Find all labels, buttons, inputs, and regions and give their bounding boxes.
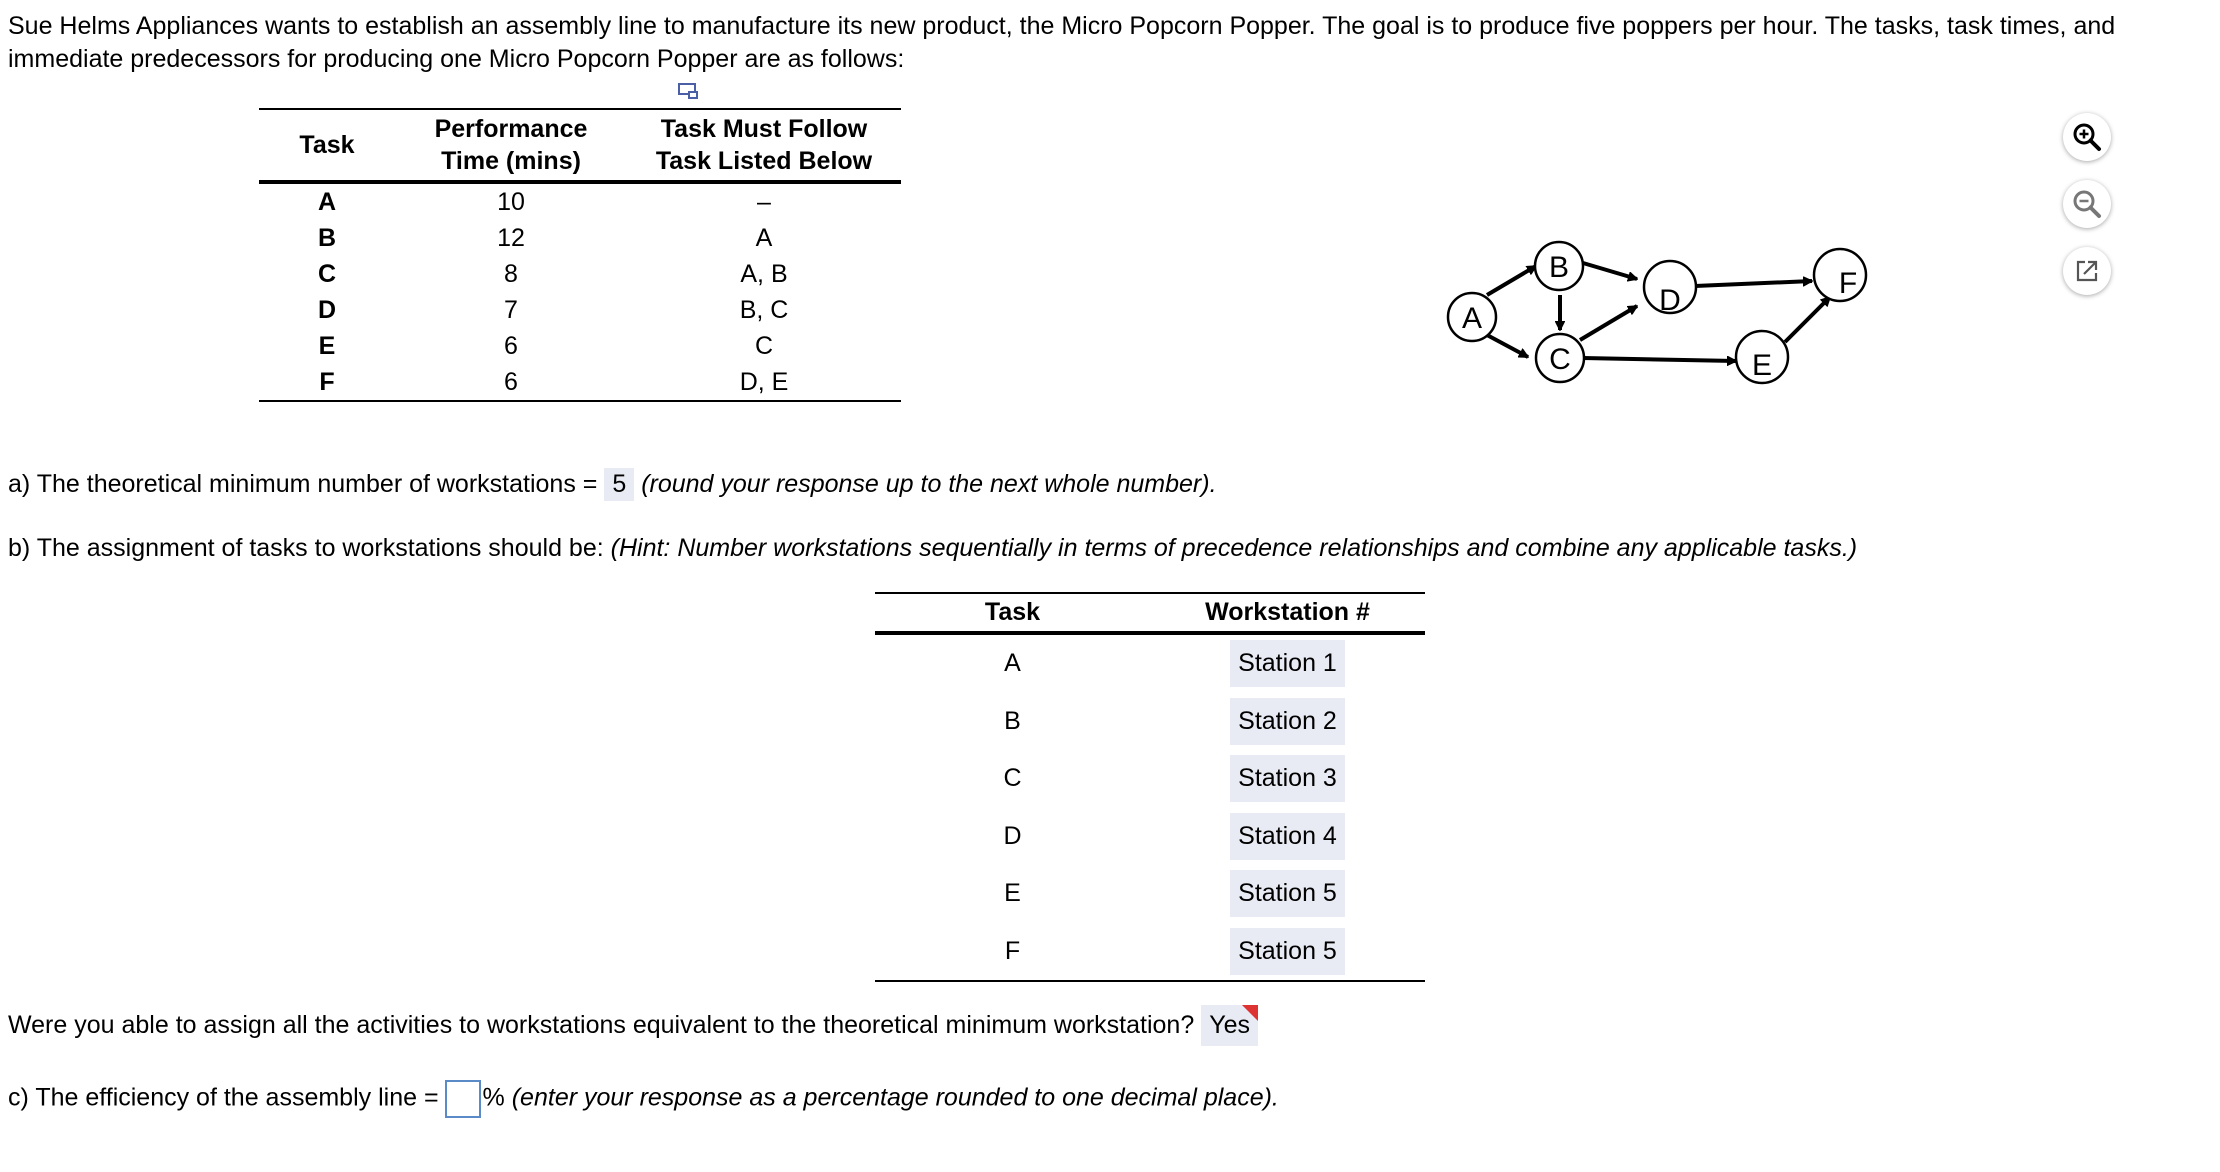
table-row: A 10 – [317, 187, 771, 216]
yes-answer[interactable]: Yes [1201, 1005, 1258, 1046]
station-select[interactable]: Station 1 [1230, 640, 1345, 687]
part-a-question: a) The theoretical minimum number of workstations = 5 (round your response up to the next whole number). [8, 468, 1217, 501]
incorrect-flag-icon [1242, 1005, 1258, 1021]
table-row: F Station 5 [875, 923, 1425, 982]
efficiency-input[interactable] [445, 1080, 481, 1118]
station-select[interactable]: Station 2 [1230, 698, 1345, 745]
edge-e-f [1785, 297, 1830, 342]
table-row: E 6 C [318, 331, 774, 360]
predecessor-header: Task Must Follow Task Listed Below [655, 115, 873, 175]
assignment-table [875, 592, 1425, 982]
node-label: F [1838, 267, 1858, 300]
task-table [259, 108, 901, 402]
workstations-answer[interactable]: 5 [604, 468, 634, 501]
table-row: D 7 B, C [317, 295, 789, 324]
station-select[interactable]: Station 5 [1230, 928, 1345, 975]
node-label: E [1751, 349, 1773, 382]
table-row: B 12 A [317, 223, 773, 252]
edge-d-f [1695, 281, 1812, 286]
zoom-in-icon[interactable] [2063, 113, 2111, 161]
table-row: C Station 3 [875, 750, 1425, 808]
time-header: Performance Time (mins) [434, 115, 588, 175]
table-row: C 8 A, B [317, 259, 788, 288]
part-b-question: b) The assignment of tasks to workstations should be: (Hint: Number workstations sequentially in terms of precedence relationships and combine any applicable tasks.) [8, 534, 1858, 562]
node-label: A [1461, 302, 1483, 335]
precedence-diagram [1430, 225, 1910, 400]
node-label: B [1548, 251, 1570, 284]
assign-task-header: Task [984, 598, 1041, 626]
table-row: E Station 5 [875, 865, 1425, 923]
copy-icon[interactable] [677, 80, 701, 109]
station-select[interactable]: Station 4 [1230, 813, 1345, 860]
node-label: D [1659, 284, 1681, 317]
external-link-icon[interactable] [2063, 247, 2111, 295]
station-select[interactable]: Station 3 [1230, 755, 1345, 802]
part-c-question: c) The efficiency of the assembly line = % (enter your response as a percentage rounded to one decimal place). [8, 1080, 1279, 1118]
station-select[interactable]: Station 5 [1230, 870, 1345, 917]
edge-a-b [1487, 266, 1536, 295]
table-row: D Station 4 [875, 808, 1425, 866]
table-row: B Station 2 [875, 693, 1425, 751]
edge-b-d [1583, 263, 1637, 279]
edge-c-d [1580, 306, 1637, 340]
workstation-header: Workstation # [1205, 598, 1370, 626]
edge-a-c [1487, 335, 1528, 357]
edge-c-e [1583, 358, 1736, 361]
task-header: Task [299, 130, 355, 159]
zoom-out-icon[interactable] [2063, 180, 2111, 228]
node-label: C [1549, 343, 1571, 376]
table-row: F 6 D, E [319, 367, 789, 396]
theoretical-question: Were you able to assign all the activities to workstations equivalent to the theoretical minimum workstation? Yes [8, 1005, 1258, 1046]
table-row: A Station 1 [875, 633, 1425, 693]
problem-intro: Sue Helms Appliances wants to establish an assembly line to manufacture its new product, the Micro Popcorn Popper. The goal is to produce five poppers per hour. The tasks, task times, and immediate predecessors for producing one Micro Popcorn Popper are as follows: [8, 12, 2116, 73]
